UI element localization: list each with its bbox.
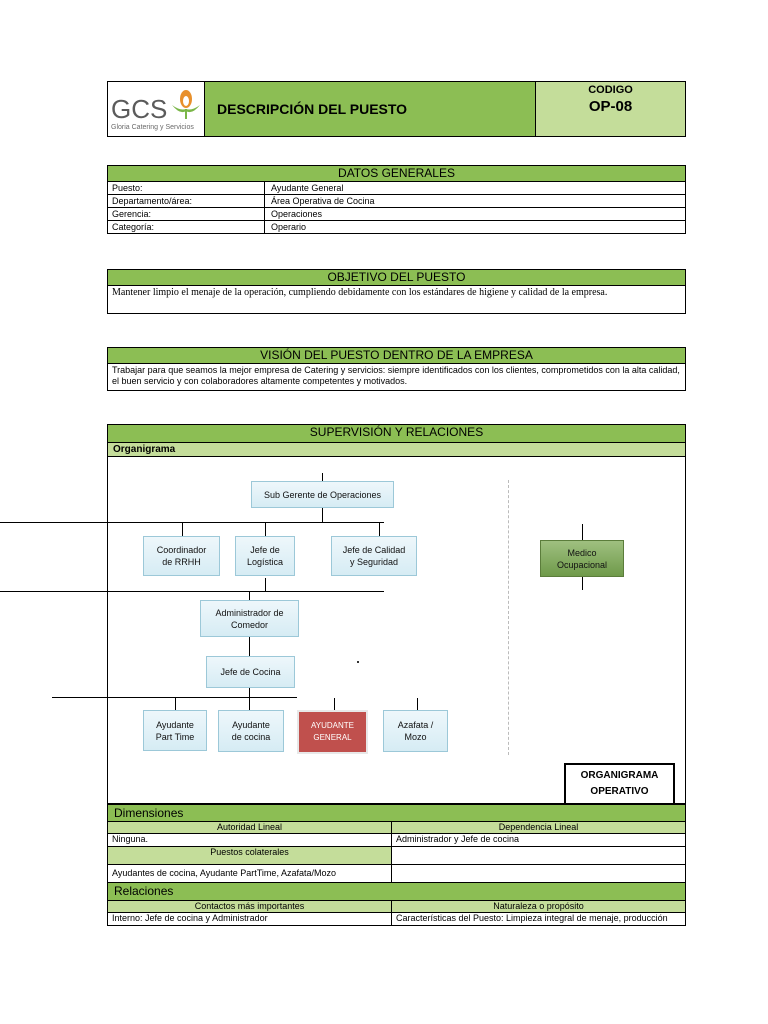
objetivo-section <box>107 269 686 314</box>
flame-logo-icon <box>168 85 204 121</box>
org-node-azafata-mozo: Azafata / Mozo <box>383 710 448 752</box>
org-node-ayudante-part-time: Ayudante Part Time <box>143 710 207 751</box>
dependencia-value: Administrador y Jefe de cocina <box>396 834 520 844</box>
table-row <box>107 865 686 883</box>
organigrama-subtitle: Organigrama <box>108 442 685 457</box>
document-code <box>535 82 685 136</box>
connector-line <box>249 697 250 711</box>
connector-line <box>0 591 384 592</box>
colaterales-value: Ayudantes de cocina, Ayudante PartTime, Azafata/Mozo <box>108 865 392 882</box>
row-label: Departamento/área: <box>108 195 265 207</box>
connector-line <box>265 578 266 592</box>
vision-text: Trabajar para que seamos la mejor empresa de Catering y servicios: siempre identificados con los clientes, comprometidos con la alta calidad, el buen servicio y con colaboradores altamente competentes y motivados. <box>107 364 686 391</box>
row-value: Ayudante General <box>271 183 344 193</box>
table-row <box>107 182 686 195</box>
connector-line <box>417 698 418 710</box>
row-value: Área Operativa de Cocina <box>271 196 375 206</box>
code-label: CODIGO <box>588 84 633 96</box>
org-node-ayudante-cocina: Ayudante de cocina <box>218 710 284 752</box>
vision-section <box>107 347 686 391</box>
naturaleza-value: Características del Puesto: Limpieza integral de menaje, producción <box>396 913 668 923</box>
contactos-header: Contactos más importantes <box>108 901 392 912</box>
organigrama-label-line2: OPERATIVO <box>590 786 649 797</box>
table-row <box>107 195 686 208</box>
autoridad-header: Autoridad Lineal <box>108 822 392 833</box>
connector-line <box>379 522 380 537</box>
row-value: Operario <box>271 222 307 232</box>
objetivo-text: Mantener limpio el menaje de la operación, cumpliendo debidamente con los estándares de higiene y calidad de la empresa. <box>107 286 686 314</box>
row-label: Puesto: <box>108 182 265 194</box>
row-label: Gerencia: <box>108 208 265 220</box>
org-node-coordinador-rrhh: Coordinador de RRHH <box>143 536 220 576</box>
organigrama-label-line1: ORGANIGRAMA <box>580 770 659 781</box>
empty-cell <box>392 865 685 882</box>
connector-line <box>175 697 176 711</box>
dimensiones-section <box>107 804 686 926</box>
document-header <box>107 81 686 137</box>
document-title: DESCRIPCIÓN DEL PUESTO <box>217 101 408 117</box>
logo-subtitle: Gloria Catering y Servicios <box>111 124 194 131</box>
relaciones-header-row <box>107 901 686 913</box>
logo-text: GCS <box>111 94 168 124</box>
connector-line <box>249 636 250 658</box>
org-node-medico-ocupacional: Medico Ocupacional <box>540 540 624 577</box>
organigrama-label <box>564 763 675 805</box>
dimensiones-header-row <box>107 822 686 834</box>
autoridad-value: Ninguna. <box>108 834 392 846</box>
company-logo <box>108 82 205 136</box>
org-node-administrador-comedor: Administrador de Comedor <box>200 600 299 637</box>
table-row <box>107 913 686 926</box>
row-value: Operaciones <box>271 209 323 219</box>
connector-line <box>182 522 183 537</box>
connector-line <box>334 698 335 710</box>
relaciones-title: Relaciones <box>107 883 686 901</box>
connector-line <box>582 524 583 540</box>
row-label: Categoría: <box>108 221 265 233</box>
org-node-ayudante-general: AYUDANTE GENERAL <box>297 710 368 754</box>
objetivo-title: OBJETIVO DEL PUESTO <box>107 269 686 286</box>
dashed-divider <box>508 480 509 755</box>
dimensiones-title: Dimensiones <box>107 804 686 822</box>
connector-line <box>0 522 384 523</box>
table-row <box>107 834 686 847</box>
supervision-title: SUPERVISIÓN Y RELACIONES <box>108 425 685 442</box>
empty-cell <box>392 847 685 864</box>
connector-line <box>265 522 266 537</box>
naturaleza-header: Naturaleza o propósito <box>493 901 584 911</box>
org-node-sub-gerente: Sub Gerente de Operaciones <box>251 481 394 508</box>
datos-generales-section <box>107 165 686 234</box>
table-row <box>107 208 686 221</box>
org-node-jefe-calidad: Jefe de Calidad y Seguridad <box>331 536 417 576</box>
org-node-jefe-logistica: Jefe de Logística <box>235 536 295 576</box>
vision-title: VISIÓN DEL PUESTO DENTRO DE LA EMPRESA <box>107 347 686 364</box>
stray-dot <box>357 661 359 663</box>
connector-line <box>582 577 583 590</box>
datos-generales-title: DATOS GENERALES <box>107 165 686 182</box>
table-row <box>107 847 686 865</box>
contactos-value: Interno: Jefe de cocina y Administrador <box>108 913 392 925</box>
table-row <box>107 221 686 234</box>
dependencia-header: Dependencia Lineal <box>498 822 579 832</box>
colaterales-header: Puestos colaterales <box>108 847 392 864</box>
connector-line <box>322 508 323 523</box>
code-value: OP-08 <box>588 98 633 115</box>
org-node-jefe-cocina: Jefe de Cocina <box>206 656 295 688</box>
